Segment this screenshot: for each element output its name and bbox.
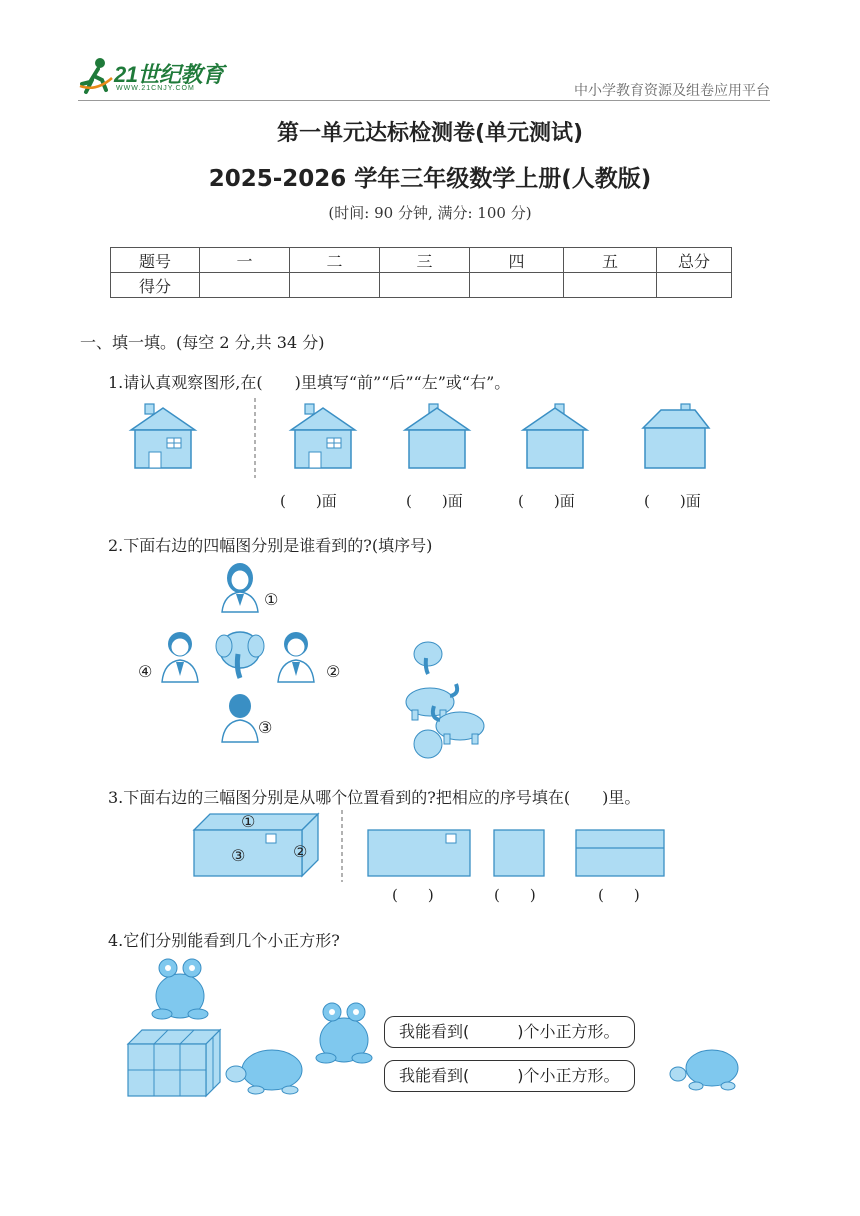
score-input-cell[interactable] bbox=[290, 273, 380, 298]
runner-icon bbox=[78, 56, 114, 96]
logo-text: 21世纪教育 bbox=[114, 62, 224, 87]
question-3-text: 3.下面右边的三幅图分别是从哪个位置看到的?把相应的序号填在( )里。 bbox=[108, 788, 641, 807]
q3-label-1: ① bbox=[241, 812, 256, 831]
person-2-figure bbox=[278, 632, 314, 682]
page-subtitle: 2025-2026 学年三年级数学上册(人教版) bbox=[208, 166, 652, 192]
score-table-header-row bbox=[111, 248, 732, 273]
elephant-view-back bbox=[414, 730, 442, 758]
question-2-figures bbox=[130, 558, 500, 768]
q1-answer-slot[interactable]: ( )面 bbox=[280, 492, 337, 510]
person-1-figure bbox=[222, 563, 258, 612]
turtle-left-figure bbox=[226, 1050, 302, 1094]
house-view-2 bbox=[405, 404, 469, 468]
logo-url: WWW.21CNJY.COM bbox=[116, 85, 195, 92]
q3-label-3: ③ bbox=[231, 846, 246, 865]
header-tagline: 中小学教育资源及组卷应用平台 bbox=[574, 83, 770, 99]
house-view-1 bbox=[291, 404, 355, 468]
frog-middle-figure bbox=[316, 1003, 372, 1063]
q2-label-1: ① bbox=[264, 590, 279, 609]
cube-stack-figure bbox=[128, 1030, 220, 1096]
q2-label-2: ② bbox=[326, 662, 341, 681]
score-row-label: 得分 bbox=[111, 273, 200, 298]
q1-answer-slot[interactable]: ( )面 bbox=[644, 492, 701, 510]
score-input-cell[interactable] bbox=[380, 273, 470, 298]
question-3-figures bbox=[190, 810, 670, 884]
q3-answer-slot[interactable]: ( ) bbox=[392, 886, 434, 904]
score-header-cell: 题号 bbox=[111, 248, 200, 273]
view-b bbox=[494, 830, 544, 876]
question-1-houses bbox=[125, 398, 735, 478]
speech-bubble-turtle[interactable]: 我能看到( )个小正方形。 bbox=[384, 1060, 635, 1092]
q3-answer-slot[interactable]: ( ) bbox=[494, 886, 536, 904]
score-input-cell[interactable] bbox=[564, 273, 657, 298]
score-header-cell: 一 bbox=[200, 248, 290, 273]
speech-bubble-frog[interactable]: 我能看到( )个小正方形。 bbox=[384, 1016, 635, 1048]
question-4-text: 4.它们分别能看到几个小正方形? bbox=[108, 931, 340, 950]
score-header-cell: 二 bbox=[290, 248, 380, 273]
score-input-cell[interactable] bbox=[470, 273, 564, 298]
score-input-cell[interactable] bbox=[657, 273, 732, 298]
site-logo bbox=[78, 54, 238, 98]
q3-answer-slot[interactable]: ( ) bbox=[598, 886, 640, 904]
q2-label-4: ④ bbox=[138, 662, 153, 681]
elephant-view-front bbox=[414, 642, 442, 674]
header-divider bbox=[78, 100, 770, 101]
q3-label-2: ② bbox=[293, 842, 308, 861]
q1-answer-slot[interactable]: ( )面 bbox=[518, 492, 575, 510]
score-header-cell: 四 bbox=[470, 248, 564, 273]
question-2-text: 2.下面右边的四幅图分别是谁看到的?(填序号) bbox=[108, 536, 433, 555]
person-4-figure bbox=[162, 632, 198, 682]
score-input-cell[interactable] bbox=[200, 273, 290, 298]
section-heading: 一、填一填。(每空 2 分,共 34 分) bbox=[80, 333, 325, 352]
score-header-cell: 五 bbox=[564, 248, 657, 273]
score-header-cell: 总分 bbox=[657, 248, 732, 273]
question-1-text: 1.请认真观察图形,在( )里填写“前”“后”“左”或“右”。 bbox=[108, 373, 511, 392]
person-3-figure bbox=[222, 694, 258, 742]
exam-info: (时间: 90 分钟, 满分: 100 分) bbox=[328, 204, 532, 222]
q1-answer-slot[interactable]: ( )面 bbox=[406, 492, 463, 510]
page-title: 第一单元达标检测卷(单元测试) bbox=[276, 121, 584, 146]
score-table bbox=[110, 247, 732, 298]
house-view-3 bbox=[523, 404, 587, 468]
turtle-right-figure bbox=[670, 1050, 738, 1090]
view-a bbox=[368, 830, 470, 876]
house-front-reference bbox=[131, 404, 195, 468]
house-view-4 bbox=[643, 404, 709, 468]
elephant-center-figure bbox=[216, 632, 264, 678]
q2-label-3: ③ bbox=[258, 718, 273, 737]
score-header-cell: 三 bbox=[380, 248, 470, 273]
frog-top-figure bbox=[152, 959, 208, 1019]
score-table-score-row bbox=[111, 273, 732, 298]
view-c bbox=[576, 830, 664, 876]
